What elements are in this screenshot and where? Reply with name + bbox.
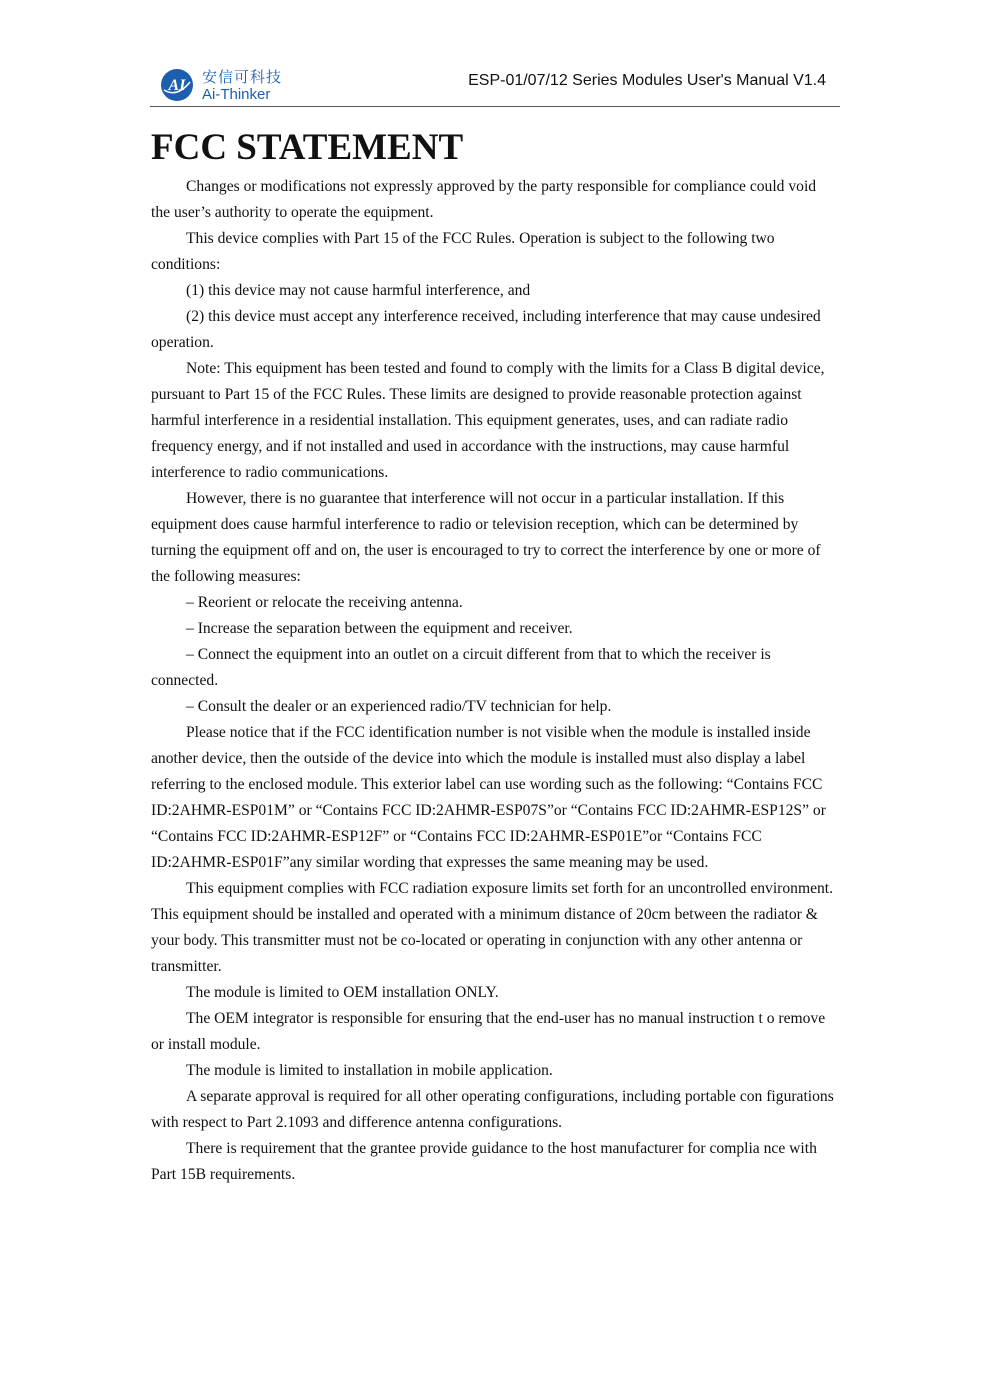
page-header [150, 62, 840, 106]
paragraph-separate-approval: A separate approval is required for all other operating configurations, including portable con figurations with respect to Part 2.1093 and difference antenna configurations. [151, 1088, 834, 1131]
logo-mark-text: AI [168, 77, 186, 94]
document-header-title: ESP-01/07/12 Series Modules User's Manual V1.4 [468, 72, 826, 89]
ai-thinker-logo [160, 66, 300, 106]
list-item-increase-separation: – Increase the separation between the equipment and receiver. [186, 620, 573, 637]
paragraph-class-b-note: Note: This equipment has been tested and found to comply with the limits for a Class B digital device, pursuant to Part 15 of the FCC Rules. These limits are designed to provide reasonable protection against harmful interference in a residential installation. This equipment generates, uses, and can radiate radio frequency energy, and if not installed and used in accordance with the instructions, may cause harmful interference to radio communications. [151, 360, 825, 481]
paragraph-no-guarantee: However, there is no guarantee that interference will not occur in a particular installation. If this equipment does cause harmful interference to radio or television reception, which can be determined by turning the equipment off and on, the user is encouraged to try to correct the interference by one or more of the following measures: [151, 490, 821, 585]
paragraph-condition-1: (1) this device may not cause harmful interference, and [186, 282, 531, 299]
list-item-consult-dealer: – Consult the dealer or an experienced radio/TV technician for help. [186, 698, 612, 715]
list-item-different-outlet: – Connect the equipment into an outlet on a circuit different from that to which the receiver is connected. [151, 646, 771, 689]
header-divider [150, 106, 840, 107]
paragraph-fcc-id-label: Please notice that if the FCC identification number is not visible when the module is installed inside another device, then the outside of the device into which the module is installed must also display a label referring to the enclosed module. This exterior label can use wording such as the following: “Contains FCC ID:2AHMR-ESP01M” or “Contains FCC ID:2AHMR-ESP07S”or “Contains FCC ID:2AHMR-ESP12S” or “Contains FCC ID:2AHMR-ESP12F” or “Contains FCC ID:2AHMR-ESP01E”or “Contains FCC ID:2AHMR-ESP01F”any similar wording that expresses the same meaning may be used. [151, 724, 826, 871]
paragraph-oem-only: The module is limited to OEM installation ONLY. [186, 984, 499, 1001]
paragraph-radiation-exposure: This equipment complies with FCC radiation exposure limits set forth for an uncontrolled environment. This equipment should be installed and operated with a minimum distance of 20cm between the radiator & your body. This transmitter must not be co-located or operating in conjunction with any other antenna or transmitter. [151, 880, 834, 975]
paragraph-compliance-changes: Changes or modifications not expressly approved by the party responsible for compliance could void the user’s authority to operate the equipment. [151, 178, 817, 221]
page-title: FCC STATEMENT [151, 127, 464, 168]
paragraph-part15-conditions: This device complies with Part 15 of the FCC Rules. Operation is subject to the following two conditions: [151, 230, 775, 273]
logo-chinese-name: 安信可科技 [202, 68, 283, 86]
paragraph-mobile-application: The module is limited to installation in mobile application. [186, 1062, 553, 1079]
paragraph-part15b-guidance: There is requirement that the grantee provide guidance to the host manufacturer for complia nce with Part 15B requirements. [151, 1140, 817, 1183]
logo-english-name: Ai-Thinker [202, 86, 271, 103]
paragraph-oem-integrator: The OEM integrator is responsible for ensuring that the end-user has no manual instruction t o remove or install module. [151, 1010, 826, 1053]
paragraph-condition-2: (2) this device must accept any interference received, including interference that may cause undesired operation. [151, 308, 821, 351]
list-item-reorient-antenna: – Reorient or relocate the receiving antenna. [186, 594, 463, 611]
document-body [151, 174, 834, 1188]
ai-thinker-logo-icon [160, 68, 194, 102]
